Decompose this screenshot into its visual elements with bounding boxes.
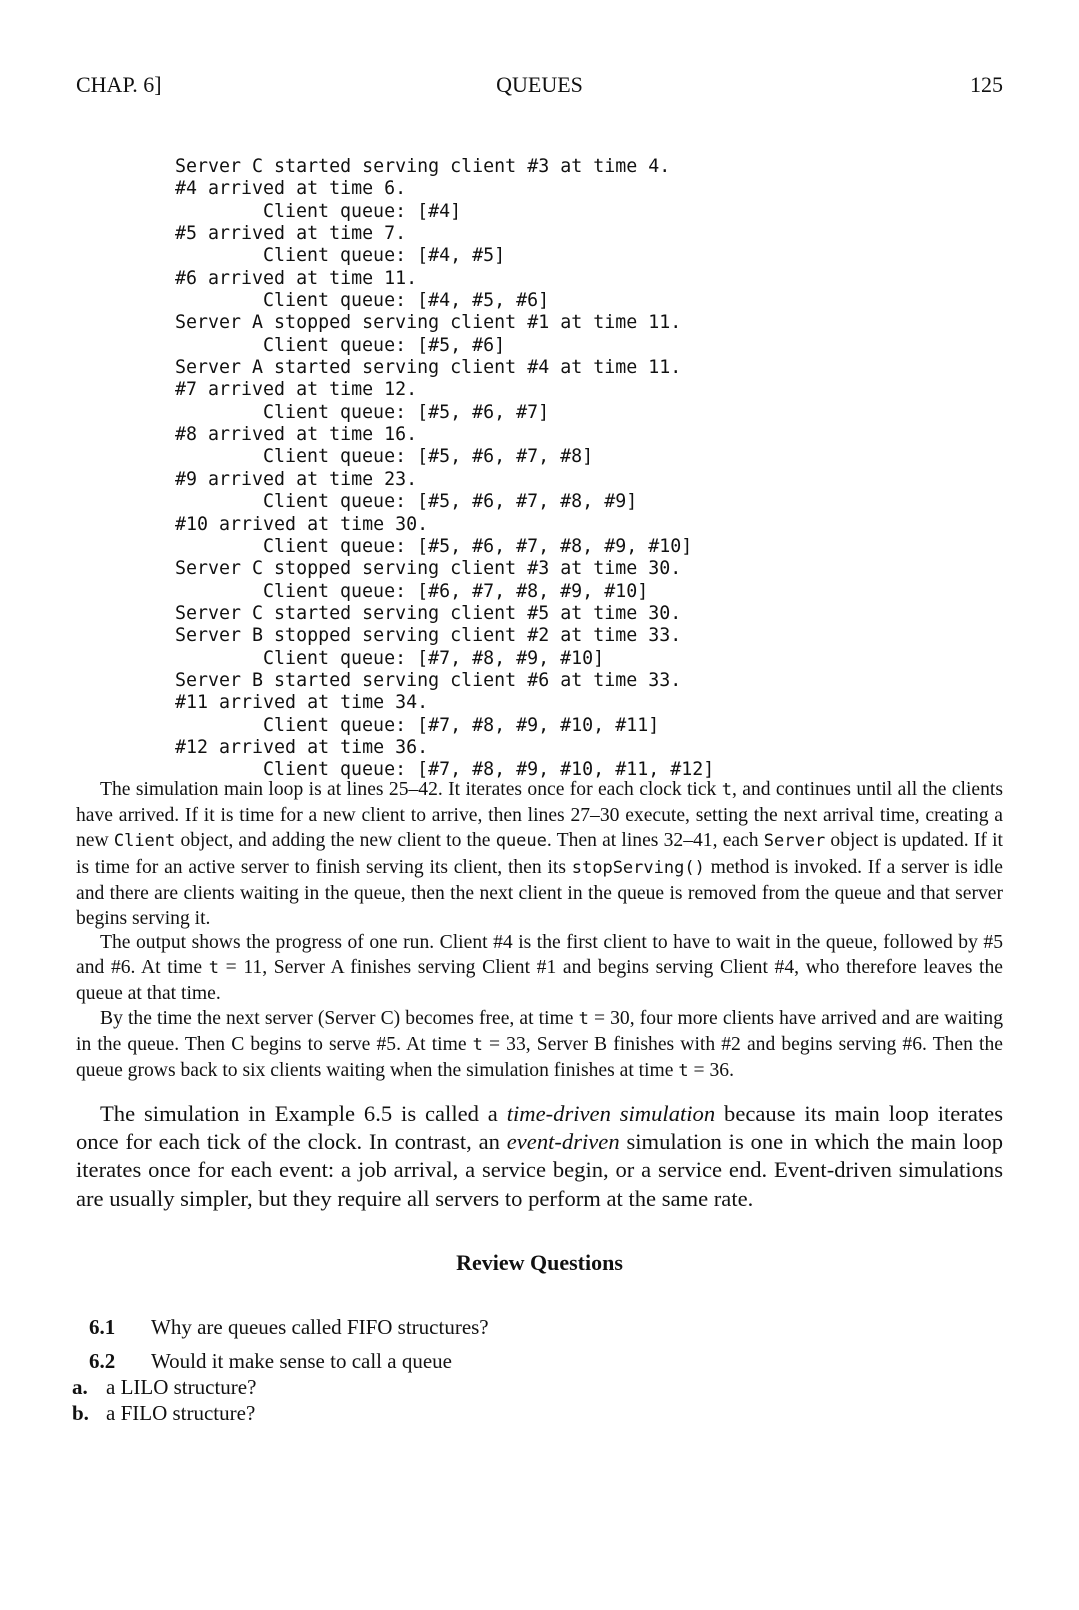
chapter-label: CHAP. 6] bbox=[76, 72, 162, 97]
output-line: Client queue: [#7, #8, #9, #10, #11, #12] bbox=[263, 759, 715, 781]
paragraph-main-loop bbox=[76, 777, 1003, 931]
option-letter: a. bbox=[72, 1375, 88, 1399]
output-line: Client queue: [#4, #5, #6] bbox=[263, 290, 550, 312]
output-line: Client queue: [#6, #7, #8, #9, #10] bbox=[263, 580, 649, 602]
output-line: Client queue: [#7, #8, #9, #10, #11] bbox=[263, 714, 660, 736]
simulation-output-listing bbox=[175, 156, 714, 782]
output-line: #7 arrived at time 12. bbox=[175, 379, 418, 401]
output-line: Server A started serving client #4 at time 11. bbox=[175, 357, 682, 379]
output-line: Client queue: [#4] bbox=[263, 200, 462, 222]
paragraph-text: By the time the next server (Server C) becomes free, at time t = 30, four more clients have arrived and are waiting in the queue. Then C begins to serve #5. At time t = 33, Server B finishes with #2 and begins serving #6. Then the queue grows back to six clients waiting when the simulation finishes at time t = 36. bbox=[76, 1008, 1003, 1082]
paragraph-text: The output shows the progress of one run. Client #4 is the first client to have to wait in the queue, followed by #5 and #6. At time t = 11, Server A finishes serving Client #1 and begins serving Client #4, who therefore leaves the queue at that time. bbox=[76, 932, 1003, 1005]
output-line: Server C stopped serving client #3 at time 30. bbox=[175, 558, 682, 580]
output-line: Client queue: [#5, #6, #7, #8, #9] bbox=[263, 491, 638, 513]
output-line: #8 arrived at time 16. bbox=[175, 424, 418, 446]
output-line: #4 arrived at time 6. bbox=[175, 178, 407, 200]
output-line: #5 arrived at time 7. bbox=[175, 223, 407, 245]
output-line: Server B stopped serving client #2 at time 33. bbox=[175, 625, 682, 647]
paragraph-output-progress bbox=[76, 930, 1003, 1007]
question-text: Would it make sense to call a queue bbox=[151, 1349, 452, 1373]
output-line: #9 arrived at time 23. bbox=[175, 468, 418, 490]
question-6-2-option-a bbox=[72, 1375, 256, 1400]
paragraph-text: The simulation in Example 6.5 is called a time-driven simulation because its main loop iterates once for each tick of the clock. In contrast, an event-driven simulation is one in which the main loop iterates once for each event: a job arrival, a service begin, or a service end. Event-driven simulations are usually simpler, but they require all servers to perform at the same rate. bbox=[76, 1101, 1003, 1211]
output-line: Client queue: [#4, #5] bbox=[263, 245, 506, 267]
output-line: #12 arrived at time 36. bbox=[175, 736, 429, 758]
running-title: QUEUES bbox=[496, 72, 583, 97]
running-header bbox=[76, 72, 1003, 102]
paragraph-time-driven bbox=[76, 1100, 1003, 1213]
page-number: 125 bbox=[970, 72, 1003, 97]
output-line: #10 arrived at time 30. bbox=[175, 513, 429, 535]
output-line: Server C started serving client #5 at time 30. bbox=[175, 602, 682, 624]
paragraph-server-c bbox=[76, 1006, 1003, 1085]
output-line: #6 arrived at time 11. bbox=[175, 267, 418, 289]
output-line: Client queue: [#5, #6] bbox=[263, 334, 506, 356]
paragraph-text: The simulation main loop is at lines 25–42. It iterates once for each clock tick t, and continues until all the clients have arrived. If it is time for a new client to arrive, then lines 27–30 execute, setting the next arrival time, creating a new Client object, and adding the new client to the queue. Then at lines 32–41, each Server object is updated. If it is time for an active server to finish serving its client, then its stopServing() method is invoked. If a server is idle and there are clients waiting in the queue, then the next client in the queue is removed from the queue and that server begins serving it. bbox=[76, 779, 1003, 930]
output-line: Client queue: [#5, #6, #7, #8] bbox=[263, 446, 594, 468]
option-text: a LILO structure? bbox=[106, 1375, 257, 1399]
question-6-2-option-b bbox=[72, 1401, 255, 1426]
output-line: Client queue: [#7, #8, #9, #10] bbox=[263, 647, 605, 669]
review-questions-heading: Review Questions bbox=[456, 1250, 623, 1275]
output-line: #11 arrived at time 34. bbox=[175, 692, 429, 714]
question-number: 6.1 bbox=[89, 1315, 116, 1339]
output-line: Server B started serving client #6 at time 33. bbox=[175, 669, 682, 691]
output-line: Client queue: [#5, #6, #7, #8, #9, #10] bbox=[263, 535, 693, 557]
question-text: Why are queues called FIFO structures? bbox=[151, 1315, 489, 1339]
question-number: 6.2 bbox=[89, 1349, 116, 1373]
output-line: Server A stopped serving client #1 at time 11. bbox=[175, 312, 682, 334]
output-line: Client queue: [#5, #6, #7] bbox=[263, 401, 550, 423]
option-text: a FILO structure? bbox=[106, 1401, 256, 1425]
output-line: Server C started serving client #3 at time 4. bbox=[175, 156, 671, 177]
option-letter: b. bbox=[72, 1401, 89, 1425]
